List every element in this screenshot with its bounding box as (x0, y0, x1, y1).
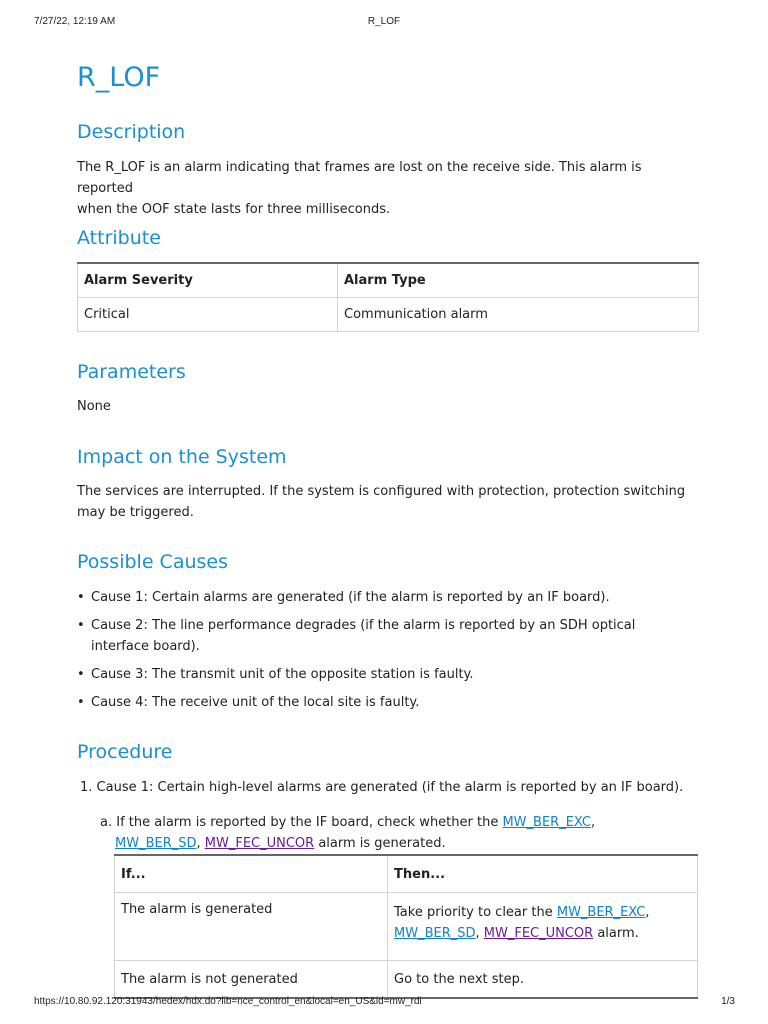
header-alarm-type: Alarm Type (338, 263, 699, 298)
table-header-row (115, 855, 698, 893)
cell-if: The alarm is generated (115, 893, 388, 961)
header-then: Then... (388, 855, 698, 893)
cell-severity: Critical (78, 298, 338, 332)
procedure-step-1: 1. Cause 1: Certain high-level alarms are generated (if the alarm is reported by an IF board). (80, 780, 684, 795)
mw-ber-exc-link[interactable]: MW_BER_EXC (502, 815, 591, 830)
table-row (115, 961, 698, 999)
list-item: • Cause 2: The line performance degrades (if the alarm is reported by an SDH optical interface board). (77, 615, 647, 657)
description-text (77, 157, 701, 220)
page-title: R_LOF (77, 62, 161, 93)
cell-then: Take priority to clear the MW_BER_EXC, MW_BER_SD, MW_FEC_UNCOR alarm. (388, 893, 698, 961)
parameters-text: None (77, 399, 111, 414)
header-if: If... (115, 855, 388, 893)
description-line2: when the OOF state lasts for three milliseconds. (77, 202, 391, 217)
cell-if: The alarm is not generated (115, 961, 388, 999)
procedure-heading: Procedure (77, 741, 173, 763)
substep-marker: a. (100, 815, 113, 830)
list-item: • Cause 1: Certain alarms are generated (if the alarm is reported by an IF board). (77, 587, 647, 608)
description-line1: The R_LOF is an alarm indicating that frames are lost on the receive side. This alarm is reported (77, 160, 642, 196)
causes-list (77, 587, 647, 720)
cell-then: Go to the next step. (388, 961, 698, 999)
attribute-table (77, 262, 699, 332)
substep-text: If the alarm is reported by the IF board, check whether the (116, 815, 499, 830)
procedure-substep-a: a. If the alarm is reported by the IF board, check whether the MW_BER_EXC, MW_BER_SD, MW_FEC_UNCOR alarm is generated. (100, 815, 596, 851)
mw-ber-exc-link[interactable]: MW_BER_EXC (556, 905, 646, 920)
attribute-heading: Attribute (77, 227, 161, 249)
mw-ber-sd-link[interactable]: MW_BER_SD (115, 836, 197, 851)
table-row (115, 893, 698, 961)
table-row (78, 298, 699, 332)
mw-fec-uncor-link[interactable]: MW_FEC_UNCOR (483, 926, 594, 941)
print-datetime: 7/27/22, 12:19 AM (34, 16, 116, 27)
substep-text-after: alarm is generated. (318, 836, 446, 851)
header-alarm-severity: Alarm Severity (78, 263, 338, 298)
impact-line2: may be triggered. (77, 505, 194, 520)
list-item: • Cause 4: The receive unit of the local site is faulty. (77, 692, 647, 713)
mw-ber-sd-link[interactable]: MW_BER_SD (394, 926, 476, 941)
table-header-row (78, 263, 699, 298)
print-url: https://10.80.92.120:31943/hedex/hdx.do?lib=nce_control_en&local=en_US&id=mw_rdi (34, 996, 422, 1007)
print-title: R_LOF (367, 16, 401, 27)
print-page-number: 1/3 (721, 996, 735, 1007)
impact-text (77, 481, 701, 523)
causes-heading: Possible Causes (77, 551, 228, 573)
parameters-heading: Parameters (77, 361, 186, 383)
procedure-table (114, 854, 698, 999)
cell-type: Communication alarm (338, 298, 699, 332)
description-heading: Description (77, 121, 186, 143)
list-item: • Cause 3: The transmit unit of the opposite station is faulty. (77, 664, 647, 685)
impact-line1: The services are interrupted. If the system is configured with protection, protection switching (77, 484, 686, 499)
mw-fec-uncor-link[interactable]: MW_FEC_UNCOR (204, 836, 315, 851)
impact-heading: Impact on the System (77, 446, 287, 468)
